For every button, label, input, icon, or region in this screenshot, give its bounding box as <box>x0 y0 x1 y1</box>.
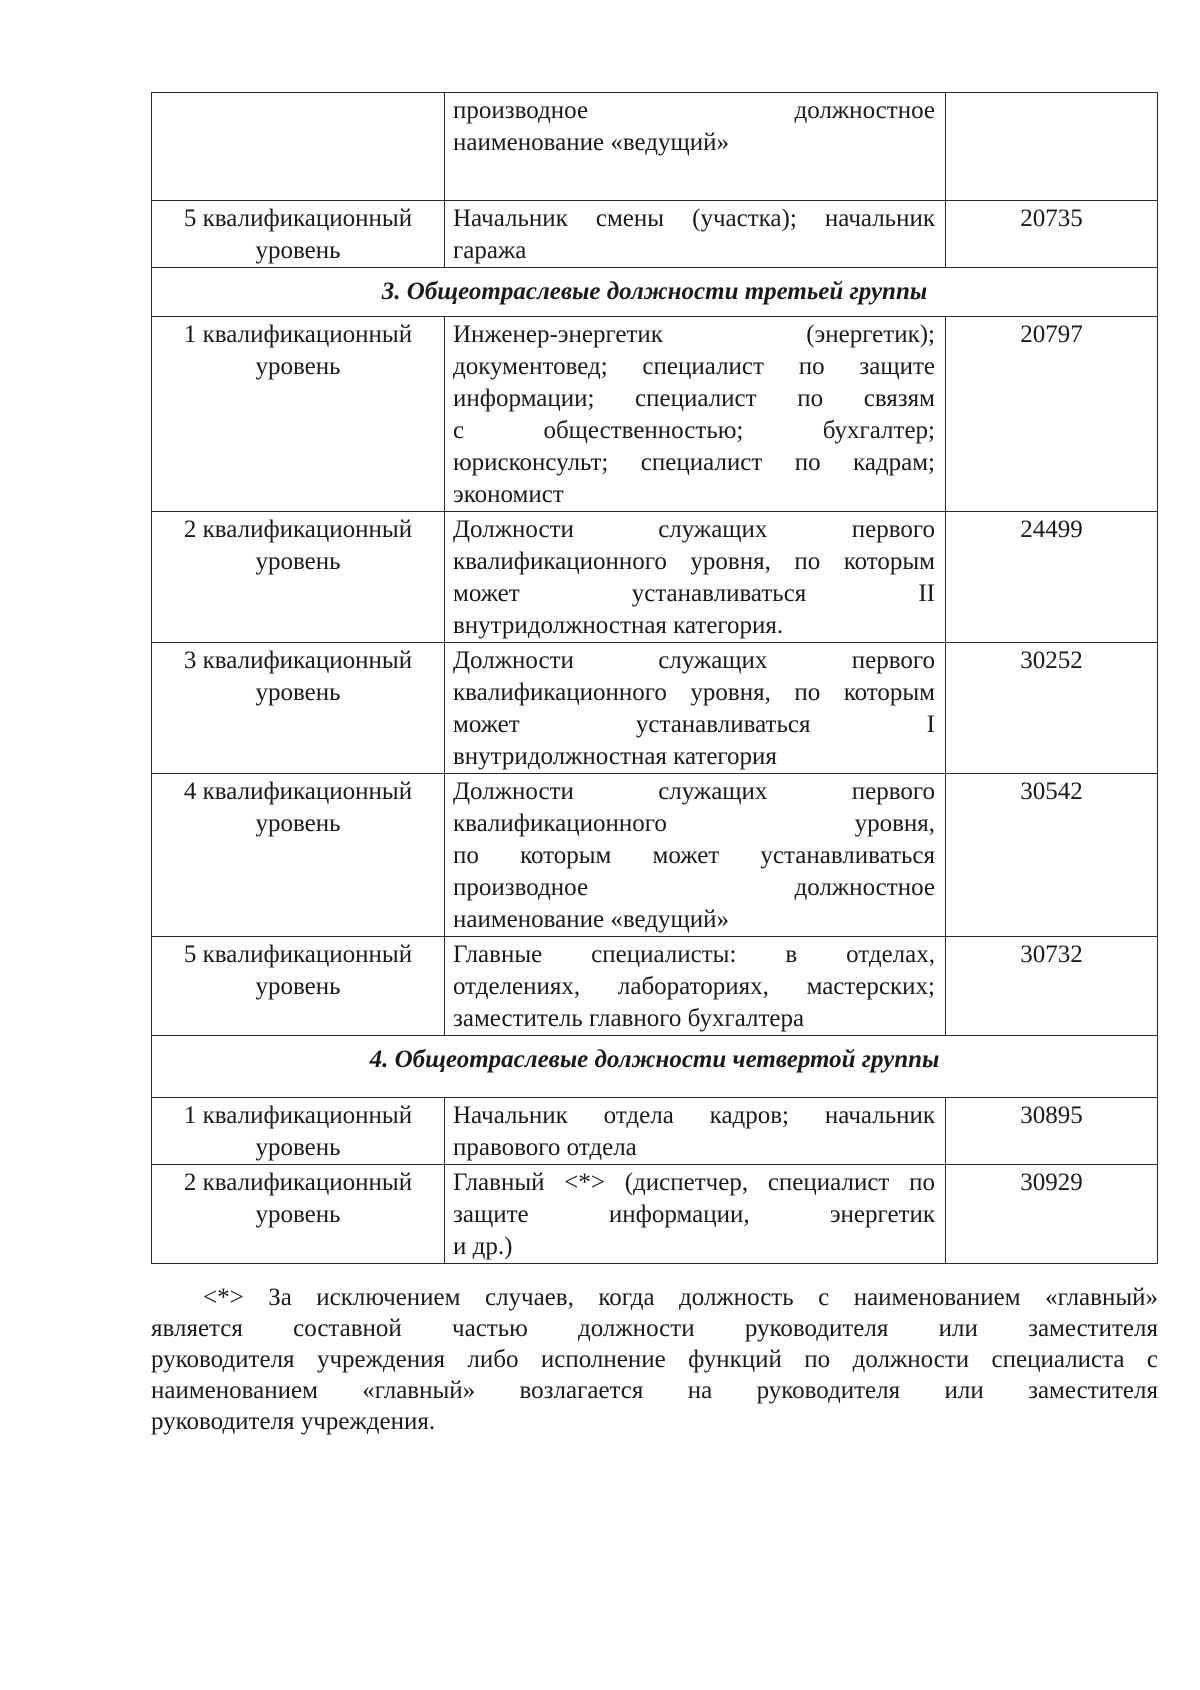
amount-cell: 30895 <box>946 1098 1158 1165</box>
position-line: Инженер-энергетик (энергетик); <box>453 321 935 348</box>
amount-cell: 20735 <box>946 201 1158 268</box>
amount-cell: 30252 <box>946 643 1158 774</box>
position-line: по которым может устанавливаться <box>453 842 935 869</box>
level-cell: 2 квалификационный уровень <box>152 512 445 643</box>
position-line: Главный <*> (диспетчер, специалист по <box>453 1169 935 1196</box>
position-line: Должности служащих первого <box>453 647 935 674</box>
amount-cell: 30732 <box>946 937 1158 1036</box>
position-line: внутридолжностная категория <box>453 743 777 770</box>
level-cell: 1 квалификационный уровень <box>152 317 445 512</box>
amount-cell <box>946 93 1158 201</box>
position-line: Начальник смены (участка); начальник <box>453 205 935 232</box>
footnote-line: <*> За исключением случаев, когда должность с наименованием «главный» <box>203 1284 1158 1311</box>
position-line: квалификационного уровня, <box>453 810 935 837</box>
position-line: защите информации, энергетик <box>453 1201 935 1228</box>
position-line: правового отдела <box>453 1134 637 1161</box>
position-line: Должности служащих первого <box>453 516 935 543</box>
position-line: квалификационного уровня, по которым <box>453 679 935 706</box>
amount-cell: 20797 <box>946 317 1158 512</box>
position-line: с общественностью; бухгалтер; <box>453 417 935 444</box>
level-cell: 3 квалификационный уровень <box>152 643 445 774</box>
position-line: отделениях, лабораториях, мастерских; <box>453 973 935 1000</box>
position-line: наименование «ведущий» <box>453 906 729 933</box>
table-row <box>152 937 1158 1036</box>
amount-cell: 30929 <box>946 1165 1158 1264</box>
amount-cell: 24499 <box>946 512 1158 643</box>
table-row <box>152 643 1158 774</box>
position-cell <box>445 643 946 774</box>
position-line: гаража <box>453 237 527 264</box>
level-cell <box>152 93 445 201</box>
table-row <box>152 1098 1158 1165</box>
position-line: наименование «ведущий» <box>453 129 729 156</box>
footnote-line: наименованием «главный» возлагается на руководителя или заместителя <box>151 1377 1158 1404</box>
position-line: Главные специалисты: в отделах, <box>453 941 935 968</box>
section-title: 4. Общеотраслевые должности четвертой группы <box>152 1036 1158 1098</box>
position-line: может устанавливаться I <box>453 711 935 738</box>
footnote-line: является составной частью должности руководителя или заместителя <box>151 1315 1158 1342</box>
position-cell <box>445 937 946 1036</box>
position-cell <box>445 512 946 643</box>
table-row <box>152 512 1158 643</box>
level-cell: 2 квалификационный уровень <box>152 1165 445 1264</box>
position-line: экономист <box>453 481 564 508</box>
position-line: Должности служащих первого <box>453 778 935 805</box>
section-header-row <box>152 268 1158 317</box>
footnote-line: руководителя учреждения либо исполнение функций по должности специалиста с <box>151 1346 1158 1373</box>
position-cell <box>445 201 946 268</box>
position-line: и др.) <box>453 1233 513 1260</box>
position-cell <box>445 774 946 937</box>
salary-table <box>151 92 1158 1264</box>
table-row <box>152 93 1158 201</box>
section-title: 3. Общеотраслевые должности третьей группы <box>152 268 1158 317</box>
footnote-line: руководителя учреждения. <box>151 1408 436 1435</box>
amount-cell: 30542 <box>946 774 1158 937</box>
position-line: Начальник отдела кадров; начальник <box>453 1102 935 1129</box>
position-line: квалификационного уровня, по которым <box>453 548 935 575</box>
level-cell: 1 квалификационный уровень <box>152 1098 445 1165</box>
table-row <box>152 317 1158 512</box>
position-cell <box>445 1165 946 1264</box>
level-cell: 5 квалификационный уровень <box>152 201 445 268</box>
position-line: информации; специалист по связям <box>453 385 935 412</box>
position-cell <box>445 93 946 201</box>
level-cell: 5 квалификационный уровень <box>152 937 445 1036</box>
position-cell <box>445 1098 946 1165</box>
table-row <box>152 201 1158 268</box>
position-line: производное должностное <box>453 874 935 901</box>
footnote <box>151 1282 1158 1437</box>
level-cell: 4 квалификационный уровень <box>152 774 445 937</box>
position-line: заместитель главного бухгалтера <box>453 1005 805 1032</box>
position-line: производное должностное <box>453 97 935 124</box>
position-cell <box>445 317 946 512</box>
table-row <box>152 1165 1158 1264</box>
section-header-row <box>152 1036 1158 1098</box>
position-line: юрисконсульт; специалист по кадрам; <box>453 449 935 476</box>
position-line: может устанавливаться II <box>453 580 935 607</box>
position-line: документовед; специалист по защите <box>453 353 935 380</box>
position-line: внутридолжностная категория. <box>453 612 784 639</box>
table-row <box>152 774 1158 937</box>
